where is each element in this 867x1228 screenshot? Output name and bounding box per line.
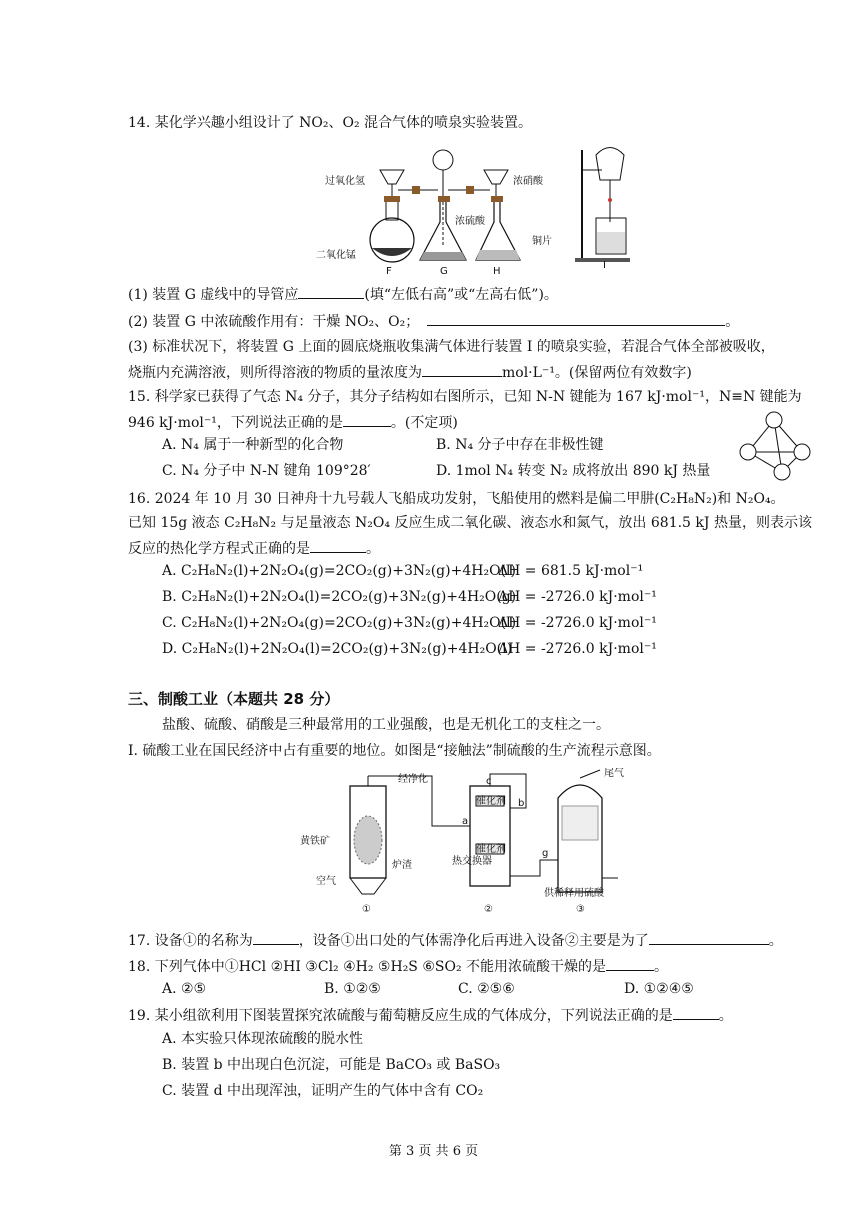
q14-part3-text: 烧瓶内充满溶液，则所得溶液的物质的量浓度为	[128, 365, 422, 381]
q18-stem: 18. 下列气体中①HCl ②HI ③Cl₂ ④H₂ ⑤H₂S ⑥SO₂ 不能用浓硫酸干燥的是	[128, 959, 607, 975]
label-manganese-dioxide: 二氧化锰	[316, 250, 356, 261]
q16-option-a[interactable]: A. C₂H₈N₂(l)+2N₂O₄(g)=2CO₂(g)+3N₂(g)+4H₂O(l)	[162, 563, 516, 579]
q16-text: 反应的热化学方程式正确的是	[128, 541, 310, 557]
label-purification: 经净化	[398, 774, 428, 785]
q17-end: 。	[768, 933, 783, 949]
q18	[128, 956, 668, 976]
label-device-2: ②	[484, 904, 493, 915]
q17	[128, 930, 783, 950]
q16-line1: 16. 2024 年 10 月 30 日神舟十九号载人飞船成功发射，飞船使用的燃料是偏二甲肼(C₂H₈N₂)和 N₂O₄。	[128, 491, 785, 507]
q19-stem: 19. 某小组欲利用下图装置探究浓硫酸与葡萄糖反应生成的气体成分，下列说法正确的是	[128, 1008, 673, 1024]
label-a: a	[462, 816, 469, 827]
contact-process-figure	[300, 768, 630, 918]
section-3-title: 三、制酸工业（本题共 28 分）	[128, 690, 340, 708]
q16-line2: 已知 15g 液态 C₂H₈N₂ 与足量液态 N₂O₄ 反应生成二氧化碳、液态水和氮气，放出 681.5 kJ 热量，则表示该	[128, 515, 812, 531]
label-air: 空气	[316, 876, 336, 887]
label-copper-sheet: 铜片	[532, 236, 552, 247]
label-supply-acid: 供稀释用硫酸	[544, 888, 604, 899]
q14-part2-end: 。	[725, 314, 740, 330]
n4-structure-figure	[736, 410, 814, 482]
q16-option-d[interactable]: D. C₂H₈N₂(l)+2N₂O₄(l)=2CO₂(g)+3N₂(g)+4H₂O(l)	[162, 641, 513, 657]
q15-blank[interactable]	[343, 412, 391, 427]
q15-line1: 15. 科学家已获得了气态 N₄ 分子，其分子结构如右图所示，已知 N-N 键能为 167 kJ·mol⁻¹，N≡N 键能为	[128, 389, 802, 405]
q17-blank-1[interactable]	[253, 930, 299, 945]
q14-part1-hint: (填“左低右高”或“左高右低”)。	[364, 287, 558, 303]
q16-option-c-enthalpy: ΔH = -2726.0 kJ·mol⁻¹	[498, 615, 657, 631]
q19-blank[interactable]	[673, 1005, 719, 1020]
label-catalyst-2: 催化剂	[476, 844, 506, 855]
section-3-part1: I. 硫酸工业在国民经济中占有重要的地位。如图是“接触法”制硫酸的生产流程示意图。	[128, 743, 661, 759]
q14-part3-blank[interactable]	[422, 362, 502, 377]
label-conc-nitric-acid: 浓硝酸	[513, 176, 543, 187]
q19-option-a[interactable]: A. 本实验只体现浓硫酸的脱水性	[162, 1031, 364, 1047]
label-g: g	[542, 848, 549, 859]
q15-line2	[128, 412, 458, 432]
q14-part3-unit: mol·L⁻¹。(保留两位有效数字)	[502, 365, 692, 381]
label-catalyst-1: 催化剂	[476, 796, 506, 807]
q16-option-b[interactable]: B. C₂H₈N₂(l)+2N₂O₄(l)=2CO₂(g)+3N₂(g)+4H₂O(g)	[162, 589, 517, 605]
label-hydrogen-peroxide: 过氧化氢	[325, 176, 365, 187]
q14-part1	[128, 284, 558, 304]
q18-end: 。	[654, 959, 669, 975]
q14-apparatus-figure	[300, 140, 650, 280]
q14-part2	[128, 311, 739, 331]
label-slag: 炉渣	[392, 860, 412, 871]
label-pyrite: 黄铁矿	[300, 836, 330, 847]
q18-option-c[interactable]: C. ②⑤⑥	[458, 981, 515, 997]
q18-option-b[interactable]: B. ①②⑤	[324, 981, 381, 997]
q18-blank[interactable]	[606, 956, 654, 971]
q14-stem: 14. 某化学兴趣小组设计了 NO₂、O₂ 混合气体的喷泉实验装置。	[128, 115, 533, 131]
label-device-3: ③	[576, 904, 585, 915]
q16-option-a-enthalpy: ΔH = 681.5 kJ·mol⁻¹	[498, 563, 644, 579]
q14-part1-text: (1) 装置 G 虚线中的导管应	[128, 287, 299, 303]
label-c: c	[486, 776, 492, 787]
label-heat-exchanger: 热交换器	[452, 856, 492, 867]
q18-option-a[interactable]: A. ②⑤	[162, 981, 207, 997]
q15-option-b[interactable]: B. N₄ 分子中存在非极性键	[436, 437, 604, 453]
q19	[128, 1005, 733, 1025]
q19-option-b[interactable]: B. 装置 b 中出现白色沉淀，可能是 BaCO₃ 或 BaSO₃	[162, 1057, 501, 1073]
q14-part2-blank[interactable]	[427, 311, 725, 326]
label-G: G	[440, 266, 448, 277]
label-conc-sulfuric-acid: 浓硫酸	[455, 216, 485, 227]
q17-text: 17. 设备①的名称为	[128, 933, 253, 949]
q16-blank[interactable]	[310, 538, 366, 553]
q14-part2-text: (2) 装置 G 中浓硫酸作用有：干燥 NO₂、O₂；	[128, 314, 420, 330]
label-b: b	[518, 798, 525, 809]
label-F: F	[386, 266, 392, 277]
q15-option-c[interactable]: C. N₄ 分子中 N-N 键角 109°28′	[162, 463, 371, 479]
q15-option-a[interactable]: A. N₄ 属于一种新型的化合物	[162, 437, 344, 453]
page-footer: 第 3 页 共 6 页	[388, 1144, 479, 1159]
q14-part1-blank[interactable]	[298, 284, 364, 299]
q14-part3-line2	[128, 362, 692, 382]
label-H: H	[493, 266, 501, 277]
q18-option-d[interactable]: D. ①②④⑤	[624, 981, 694, 997]
q16-end: 。	[366, 541, 380, 557]
label-tail-gas: 尾气	[604, 768, 624, 779]
q16-line3	[128, 538, 380, 558]
q19-option-c[interactable]: C. 装置 d 中出现浑浊，证明产生的气体中含有 CO₂	[162, 1083, 484, 1099]
section-3-intro: 盐酸、硫酸、硝酸是三种最常用的工业强酸，也是无机化工的支柱之一。	[162, 717, 610, 733]
q17-blank-2[interactable]	[649, 930, 769, 945]
q16-option-b-enthalpy: ΔH = -2726.0 kJ·mol⁻¹	[498, 589, 657, 605]
q16-option-c[interactable]: C. C₂H₈N₂(l)+2N₂O₄(g)=2CO₂(g)+3N₂(g)+4H₂O(l)	[162, 615, 517, 631]
label-I: I	[603, 260, 606, 271]
q14-part3-line1: (3) 标准状况下，将装置 G 上面的圆底烧瓶收集满气体进行装置 I 的喷泉实验，若混合气体全部被吸收，	[128, 339, 775, 355]
label-device-1: ①	[362, 904, 371, 915]
q15-option-d[interactable]: D. 1mol N₄ 转变 N₂ 成将放出 890 kJ 热量	[436, 463, 711, 479]
q15-note: 。(不定项)	[390, 415, 458, 431]
q17-text-2: ，设备①出口处的气体需净化后再进入设备②主要是为了	[298, 933, 649, 949]
q16-option-d-enthalpy: ΔH = -2726.0 kJ·mol⁻¹	[498, 641, 657, 657]
q19-end: 。	[718, 1008, 733, 1024]
q15-text: 946 kJ·mol⁻¹，下列说法正确的是	[128, 415, 343, 431]
